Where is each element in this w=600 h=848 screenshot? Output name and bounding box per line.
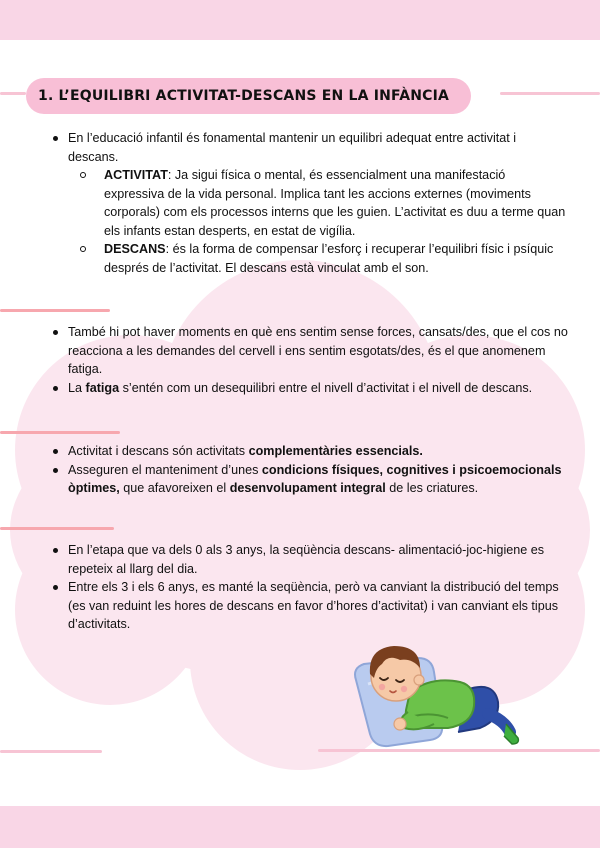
section-title: 1. L’EQUILIBRI ACTIVITAT-DESCANS EN LA INFÀNCIA — [26, 78, 471, 114]
section-fatiga — [48, 323, 568, 397]
list-item: Entre els 3 i els 6 anys, es manté la seqüència, però va canviant la distribució del temps (es van reduint les hores de descans en favor d’hores d’activitat) i van canviant els tipus d’activitats. — [48, 578, 568, 634]
list-item: ACTIVITAT: Ja sigui física o mental, és essencialment una manifestació expressiva de la vida personal. Implica tant les accions externes (moviments corporals) com els processos interns que les guien. L’activitat es duu a terme quan els infants estan desperts, en estat de vigília. — [76, 166, 568, 240]
section-complementaries — [48, 442, 568, 498]
list-item: En l’etapa que va dels 0 als 3 anys, la seqüència descans- alimentació-joc-higiene es repeteix al llarg del dia. — [48, 541, 568, 578]
list-item: També hi pot haver moments en què ens sentim sense forces, cansats/des, que el cos no reacciona a les demandes del cervell i ens sentim esgotats/des, és el que anomenem fatiga. — [48, 323, 568, 379]
section-activitat-descans — [48, 129, 568, 277]
list-item: Asseguren el manteniment d’unes condicions físiques, cognitives i psicoemocionals òptimes, que afavoreixen el desenvolupament integral de les criatures. — [48, 461, 568, 498]
decor-line — [0, 92, 26, 95]
decor-line — [0, 527, 114, 530]
list-item: La fatiga s’entén com un desequilibri entre el nivell d’activitat i el nivell de descans. — [48, 379, 568, 398]
decor-line — [0, 750, 102, 753]
decor-line — [0, 309, 110, 312]
section-sequencia — [48, 541, 568, 634]
decor-line — [0, 431, 120, 434]
sleeping-child-icon — [348, 628, 528, 750]
list-item: Activitat i descans són activitats complementàries essencials. — [48, 442, 568, 461]
list-item: En l’educació infantil és fonamental mantenir un equilibri adequat entre activitat i descans. — [48, 129, 568, 166]
bottom-band — [0, 806, 600, 848]
list-item: DESCANS: és la forma de compensar l’esforç i recuperar l’equilibri físic i psíquic després de l’activitat. El descans està vinculat amb el son. — [76, 240, 568, 277]
decor-line — [500, 92, 600, 95]
